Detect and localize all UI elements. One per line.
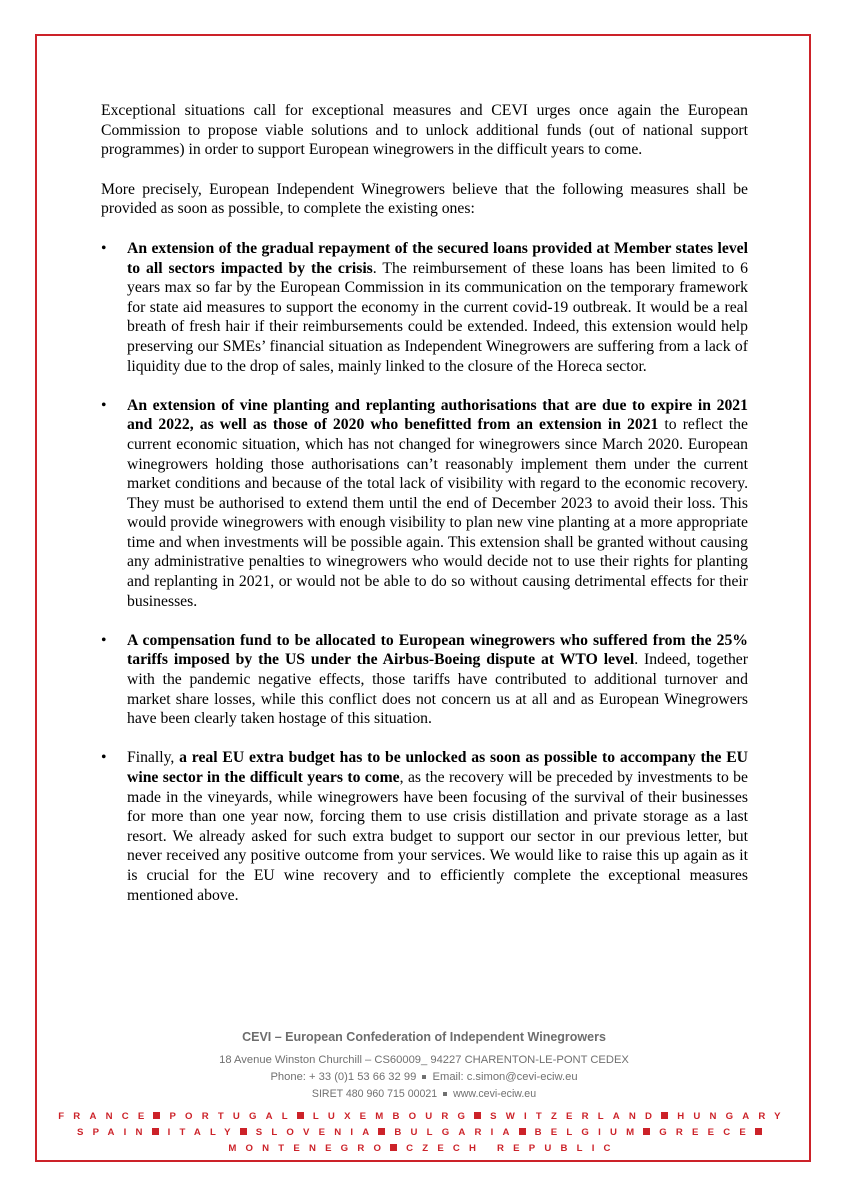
list-item	[101, 631, 748, 729]
bullet-icon: •	[101, 749, 107, 767]
list-item	[101, 748, 748, 905]
country: FRANCE	[58, 1111, 154, 1122]
separator-square-icon	[390, 1144, 397, 1151]
footer-address: 18 Avenue Winston Churchill – CS60009_ 94227 CHARENTON-LE-PONT CEDEX	[219, 1054, 629, 1066]
bullet-bold: a real EU extra budget has to be unlocked as soon as possible to accompany the EU wine sector in the difficult years to come	[127, 749, 748, 786]
country: SPAIN	[77, 1127, 152, 1138]
bullet-bold: An extension of vine planting and replanting authorisations that are due to expire in 2021 and 2022, as well as those of 2020 who benefitted from an extension in 2021	[127, 396, 748, 434]
country: GREECE	[659, 1127, 755, 1138]
separator-square-icon	[643, 1128, 650, 1135]
separator-square-icon	[153, 1112, 160, 1119]
countries-row-3	[36, 1143, 812, 1154]
list-item	[101, 396, 748, 612]
separator-square-icon	[240, 1128, 247, 1135]
list-item	[101, 239, 748, 376]
separator-square-icon	[443, 1092, 447, 1096]
footer-siret: SIRET 480 960 715 00021	[311, 1088, 438, 1100]
intro-paragraph-1: Exceptional situations call for exceptional measures and CEVI urges once again the European Commission to propose viable solutions and to unlock additional funds (out of national support programmes) in order to support European winegrowers in the difficult years to come.	[101, 102, 748, 159]
countries-row-2	[36, 1127, 812, 1138]
separator-square-icon	[297, 1112, 304, 1119]
countries-row-1	[36, 1111, 812, 1122]
bullet-text: . Indeed, together with the pandemic negative effects, those tariffs have contributed to additional turnover and market share losses, while this conflict does not concern us at all and as European Winegrowers have been clearly taken hostage of this situation.	[127, 651, 748, 728]
country: HUNGARY	[677, 1111, 790, 1122]
separator-square-icon	[661, 1112, 668, 1119]
footer-organization: CEVI – European Confederation of Independent Winegrowers	[242, 1030, 606, 1044]
country: BULGARIA	[394, 1127, 519, 1138]
country: MONTENEGRO	[228, 1143, 391, 1154]
bullet-text: , as the recovery will be preceded by investments to be made in the vineyards, while winegrowers have been focusing of the survival of their businesses for more than one year now, forcing them to use crisis distillation and private storage as a last resort. We already asked for such extra budget to support our sector in our previous letter, but never received any positive outcome from your services. We would like to raise this up again as it is crucial for the EU wine recovery and to efficiently complete the exceptional measures mentioned above.	[127, 769, 748, 904]
separator-square-icon	[519, 1128, 526, 1135]
intro-paragraph-2: More precisely, European Independent Winegrowers believe that the following measures shall be provided as soon as possible, to complete the existing ones:	[101, 180, 748, 218]
bullet-icon: •	[101, 396, 107, 414]
bullet-bold: A compensation fund to be allocated to European winegrowers who suffered from the 25% tariffs imposed by the US under the Airbus-Boeing dispute at WTO level	[127, 631, 748, 669]
country: BELGIUM	[534, 1127, 644, 1138]
separator-square-icon	[422, 1075, 426, 1079]
footer-registration	[36, 1088, 812, 1100]
footer-website: www.cevi-eciw.eu	[453, 1088, 537, 1100]
country: SWITZERLAND	[490, 1111, 662, 1122]
footer-contact	[36, 1071, 812, 1083]
separator-square-icon	[755, 1128, 762, 1135]
country: SLOVENIA	[255, 1127, 379, 1138]
bullet-bold: An extension of the gradual repayment of the secured loans provided at Member states level to all sectors impacted by the crisis	[127, 239, 748, 277]
separator-square-icon	[378, 1128, 385, 1135]
bullet-icon: •	[101, 239, 107, 257]
bullet-text: . The reimbursement of these loans has been limited to 6 years max so far by the European Commission in its communication on the temporary framework for state aid measures to support the economy in the current covid-19 outbreak. It would be a real breath of fresh hair if their reimbursements could be extended. Indeed, this extension would help preserving our SMEs’ financial situation as Independent Winegrowers are suffering from a lack of liquidity due to the drop of sales, mainly linked to the closure of the Horeca sector.	[127, 259, 748, 375]
letter-body	[101, 101, 748, 925]
country: CZECH REPUBLIC	[406, 1143, 620, 1154]
bullet-icon: •	[101, 631, 107, 649]
bullet-pre: Finally,	[127, 749, 180, 767]
country: PORTUGAL	[169, 1111, 297, 1122]
separator-square-icon	[152, 1128, 159, 1135]
bullet-text: to reflect the current economic situation, which has not changed for winegrowers since March 2020. European winegrowers holding those authorisations can’t reasonably implement them under the current market conditions and because of the total lack of visibility with regard to the economic recovery. They must be authorised to extend them until the end of December 2023 to avoid their loss. This would provide winegrowers with enough visibility to plan new vine planting at a more appropriate time and when investments will be possible again. This extension shall be granted without causing any administrative penalties to winegrowers who would decide not to use their rights for planting and replanting in 2021, or would not be able to do so without causing detrimental effects for their businesses.	[127, 416, 748, 610]
footer-email: Email: c.simon@cevi-eciw.eu	[432, 1071, 578, 1083]
separator-square-icon	[474, 1112, 481, 1119]
footer-phone: Phone: + 33 (0)1 53 66 32 99	[270, 1071, 417, 1083]
country: ITALY	[167, 1127, 240, 1138]
country: LUXEMBOURG	[312, 1111, 475, 1122]
measures-list	[101, 239, 748, 905]
